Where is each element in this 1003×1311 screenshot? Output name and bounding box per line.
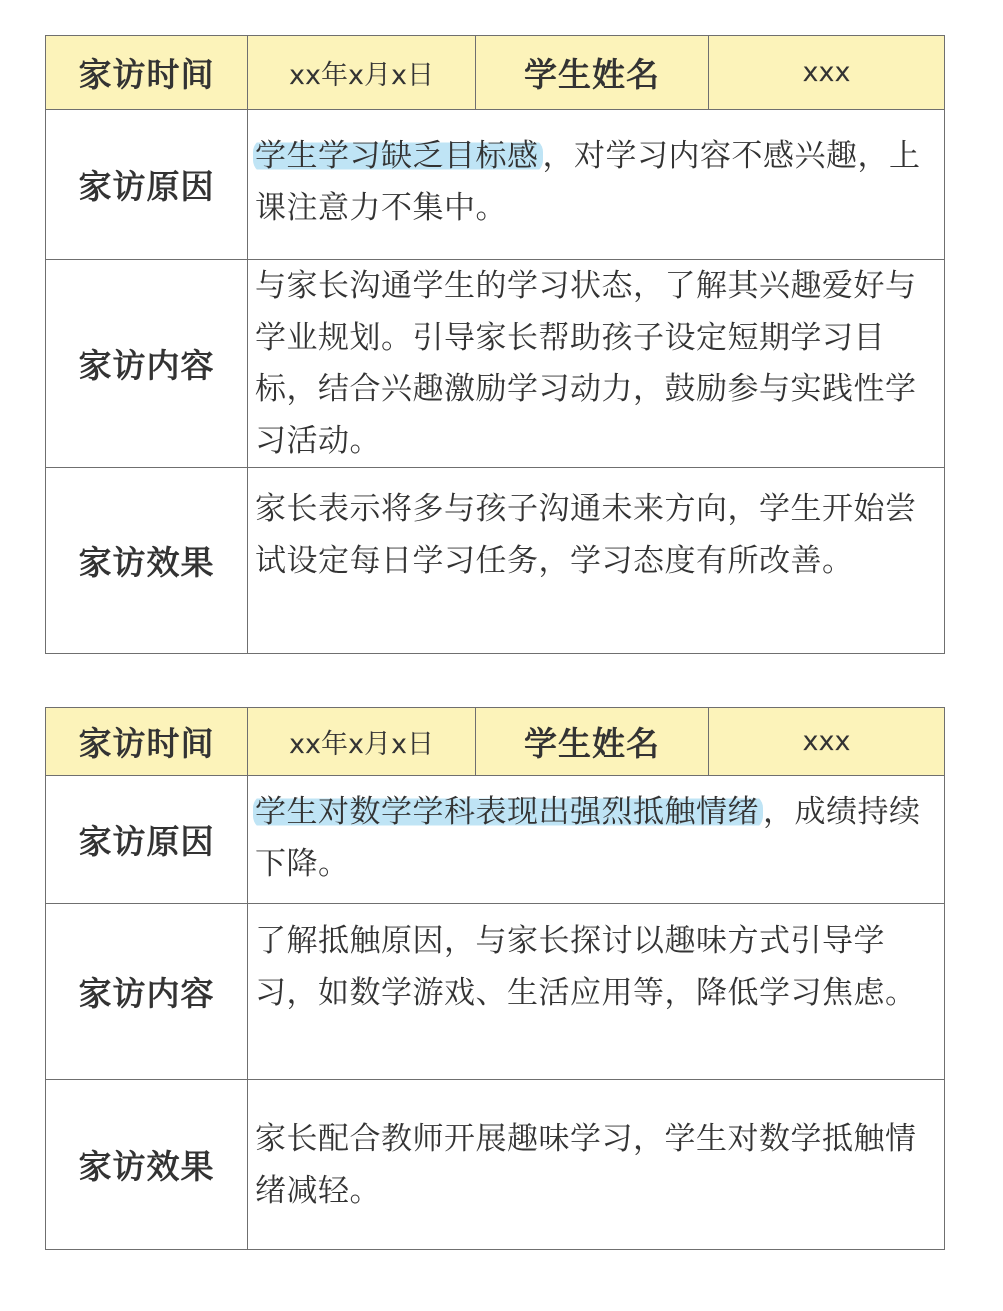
visit-effect-label: 家访效果 xyxy=(78,543,215,582)
reason-text: ，对学习内容不感兴趣，上课注意力不集中。 xyxy=(255,138,921,226)
visit-reason-label-cell xyxy=(46,776,248,903)
record-header-row xyxy=(46,708,944,776)
student-name-value-cell xyxy=(709,36,944,109)
student-name-value-cell xyxy=(709,708,944,775)
visit-content-text: 与家长沟通学生的学习状态，了解其兴趣爱好与学业规划。引导家长帮助孩子设定短期学习目标，结合兴趣激励学习动力，鼓励参与实践性学习活动。 xyxy=(255,268,917,459)
visit-reason-row xyxy=(46,110,944,260)
home-visit-record-1 xyxy=(45,35,945,654)
visit-reason-content xyxy=(248,110,944,259)
visit-reason-label-cell xyxy=(46,110,248,259)
visit-reason-label: 家访原因 xyxy=(78,822,215,861)
student-name-value: xxx xyxy=(802,726,851,757)
student-name-label-cell xyxy=(476,36,709,109)
visit-effect-row xyxy=(46,468,944,653)
visit-time-value-cell xyxy=(248,708,476,775)
visit-content-text: 了解抵触原因，与家长探讨以趣味方式引导学习，如数学游戏、生活应用等，降低学习焦虑。 xyxy=(255,923,917,1011)
visit-content-label: 家访内容 xyxy=(78,346,215,385)
student-name-value: xxx xyxy=(802,57,851,88)
visit-time-label: 家访时间 xyxy=(78,55,215,94)
home-visit-record-2 xyxy=(45,707,945,1250)
visit-effect-label: 家访效果 xyxy=(78,1147,215,1186)
visit-reason-content xyxy=(248,776,944,903)
visit-effect-text: 家长配合教师开展趣味学习，学生对数学抵触情绪减轻。 xyxy=(255,1121,917,1209)
visit-time-label-cell xyxy=(46,36,248,109)
student-name-label-cell xyxy=(476,708,709,775)
student-name-label: 学生姓名 xyxy=(524,55,660,94)
visit-effect-text: 家长表示将多与孩子沟通未来方向，学生开始尝试设定每日学习任务，学习态度有所改善。 xyxy=(255,491,917,579)
visit-content-row xyxy=(46,260,944,468)
record-header-row xyxy=(46,36,944,110)
visit-effect-label-cell xyxy=(46,468,248,653)
visit-effect-label-cell xyxy=(46,1080,248,1249)
reason-text: ，成绩持续下降。 xyxy=(255,794,921,882)
visit-time-label: 家访时间 xyxy=(78,724,215,763)
visit-time-value-cell xyxy=(248,36,476,109)
visit-time-label-cell xyxy=(46,708,248,775)
visit-content-label-cell xyxy=(46,904,248,1079)
visit-reason-label: 家访原因 xyxy=(78,167,215,206)
reason-highlight: 学生学习缺乏目标感 xyxy=(253,138,543,174)
visit-time-value: xx年x月x日 xyxy=(289,729,434,760)
student-name-label: 学生姓名 xyxy=(524,724,660,763)
visit-reason-row xyxy=(46,776,944,904)
visit-content-label: 家访内容 xyxy=(78,974,215,1013)
visit-effect-row xyxy=(46,1080,944,1249)
visit-content-label-cell xyxy=(46,260,248,467)
visit-time-value: xx年x月x日 xyxy=(289,60,434,91)
reason-highlight: 学生对数学学科表现出强烈抵触情绪 xyxy=(253,794,763,830)
visit-content-row xyxy=(46,904,944,1080)
